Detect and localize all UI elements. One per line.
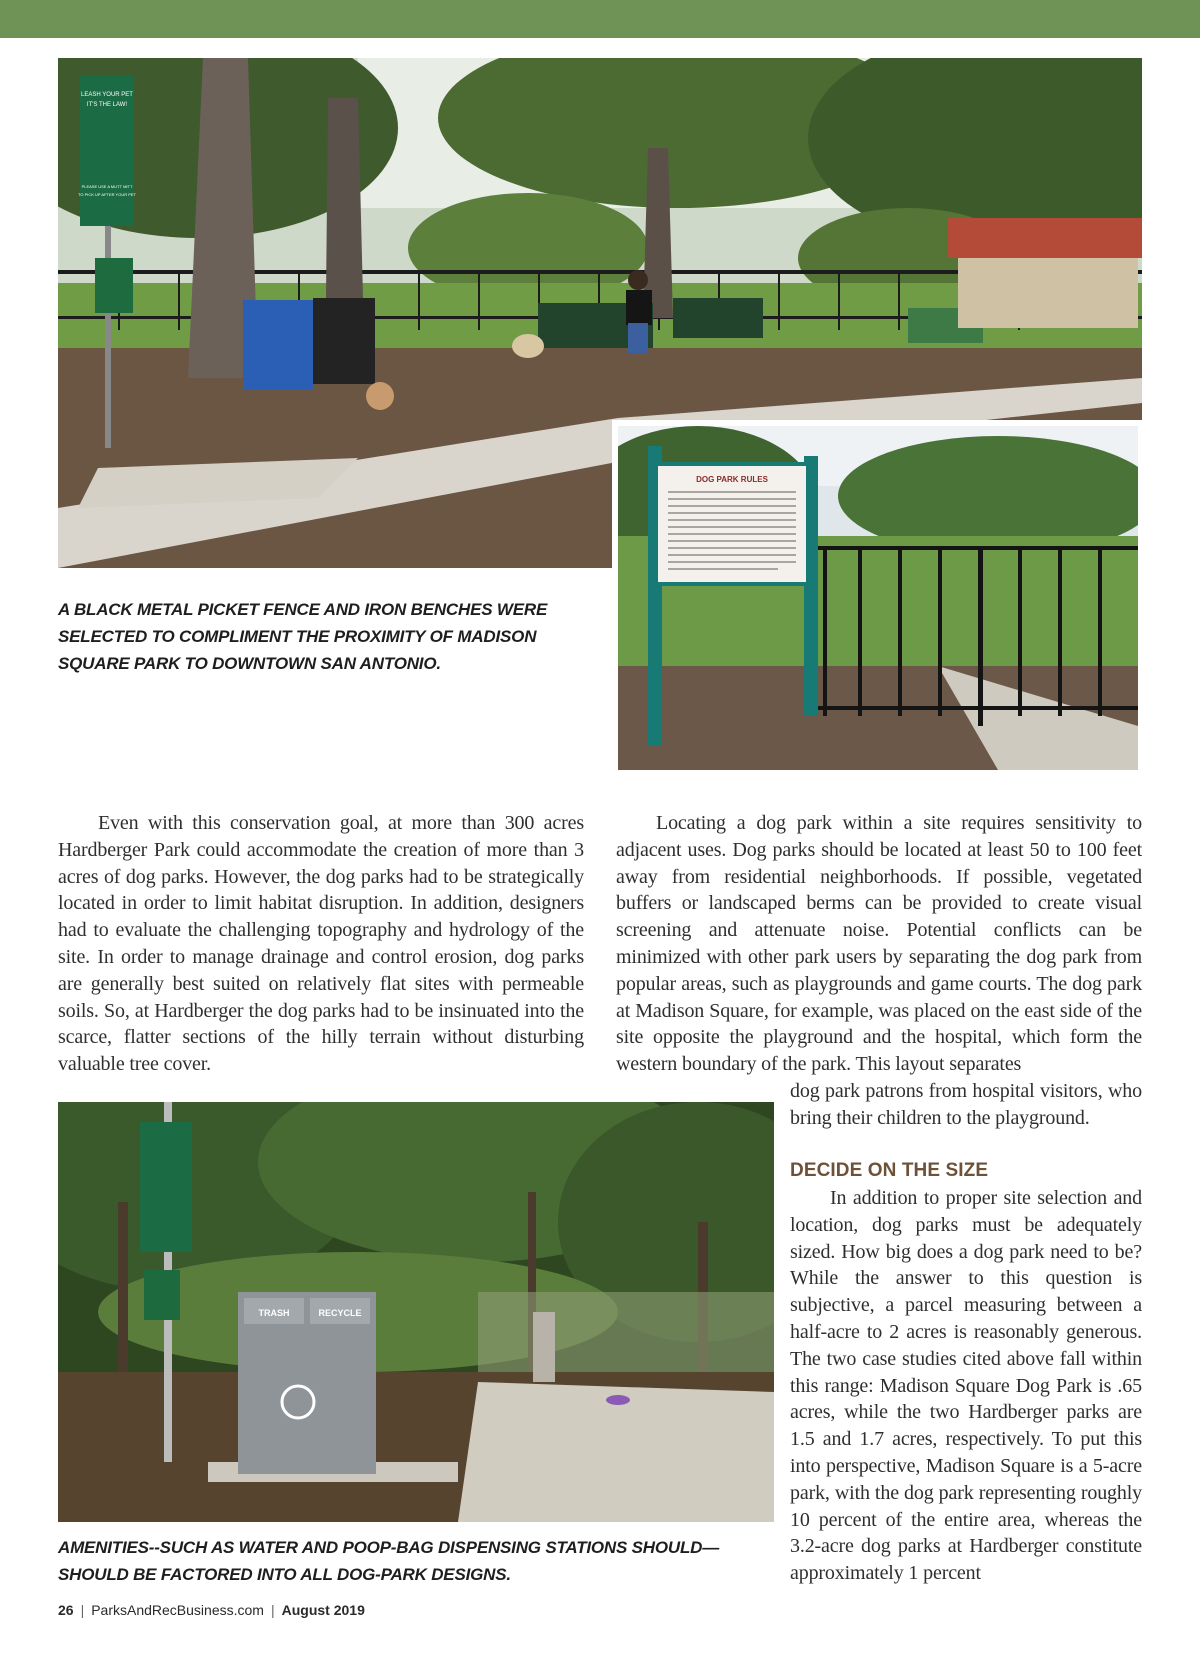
header-band: [0, 0, 1200, 38]
article-column-2: [616, 810, 1142, 1078]
photo-caption-top: A BLACK METAL PICKET FENCE AND IRON BENCHES WERE SELECTED TO COMPLIMENT THE PROXIMITY OF MADISON SQUARE PARK TO DOWNTOWN SAN ANTONIO.: [58, 600, 548, 673]
article-column-3: [790, 1185, 1142, 1587]
sign-text-line: PLEASE USE A MUTT MITT: [81, 184, 133, 189]
article-paragraph: Even with this conservation goal, at more than 300 acres Hardberger Park could accommodate the creation of more than 3 acres of dog parks. However, the dog parks had to be strategically located in order to limit habitat disruption. In addition, designers had to evaluate the challenging topography and hydrology of the site. In order to manage drainage and control erosion, dog parks are generally best suited on relatively flat sites with permeable soils. So, at Hardberger the dog parks had to be insinuated into the scarce, flatter sections of the hilly terrain without disturbing valuable tree cover.: [58, 812, 584, 1076]
sign-text-line: TO PICK UP AFTER YOUR PET: [77, 192, 137, 197]
section-heading: DECIDE ON THE SIZE: [790, 1160, 989, 1181]
article-column-2-continued: [790, 1078, 1142, 1132]
page-footer: [58, 1602, 365, 1618]
bin-label-recycle: RECYCLE: [318, 1308, 362, 1318]
sign-title: DOG PARK RULES: [696, 475, 768, 484]
footer-separator: |: [80, 1602, 85, 1618]
page-number: 26: [58, 1602, 74, 1618]
article-paragraph: In addition to proper site selection and location, dog parks must be adequately sized. How big does a dog park need to be? While the answer to this question is subjective, a parcel measuring between a half-acre to 2 acres is reasonably generous. The two case studies cited above fall within this range: Madison Square Dog Park is .65 acres, while the two Hardberger parks are 1.5 and 1.7 acres, respectively. To put this into perspective, Madison Square is a 5-acre park, with the dog park representing roughly 10 percent of the entire area, whereas the 3.2-acre dog parks at Hardberger constitute approximately 1 percent: [790, 1187, 1142, 1585]
photo-dog-park-rules: [612, 420, 1144, 776]
footer-separator: |: [270, 1602, 275, 1618]
photo-hardberger-amenities: [58, 1102, 774, 1522]
sign-text-line: IT'S THE LAW!: [86, 102, 128, 108]
article-paragraph: Locating a dog park within a site requires sensitivity to adjacent uses. Dog parks should be located at least 50 to 100 feet away from residential neighborhoods. If possible, vegetated buffers or landscaped berms can be provided to create visual screening and attenuate noise. Potential conflicts can be minimized with other park users by separating the dog park from popular areas, such as playgrounds and game courts. The dog park at Madison Square, for example, was placed on the east side of the site opposite the playground and the hospital, which form the western boundary of the park. This layout separates: [616, 812, 1142, 1076]
bin-label-trash: TRASH: [258, 1308, 290, 1318]
article-column-1: [58, 810, 584, 1078]
footer-site: ParksAndRecBusiness.com: [91, 1602, 264, 1618]
photo-caption-bottom: AMENITIES--SUCH AS WATER AND POOP-BAG DISPENSING STATIONS SHOULD—SHOULD BE FACTORED INTO ALL DOG-PARK DESIGNS.: [58, 1538, 720, 1584]
article-paragraph: dog park patrons from hospital visitors, who bring their children to the playground.: [790, 1080, 1142, 1129]
sign-text-line: LEASH YOUR PET: [81, 92, 133, 98]
footer-issue: August 2019: [281, 1602, 365, 1618]
